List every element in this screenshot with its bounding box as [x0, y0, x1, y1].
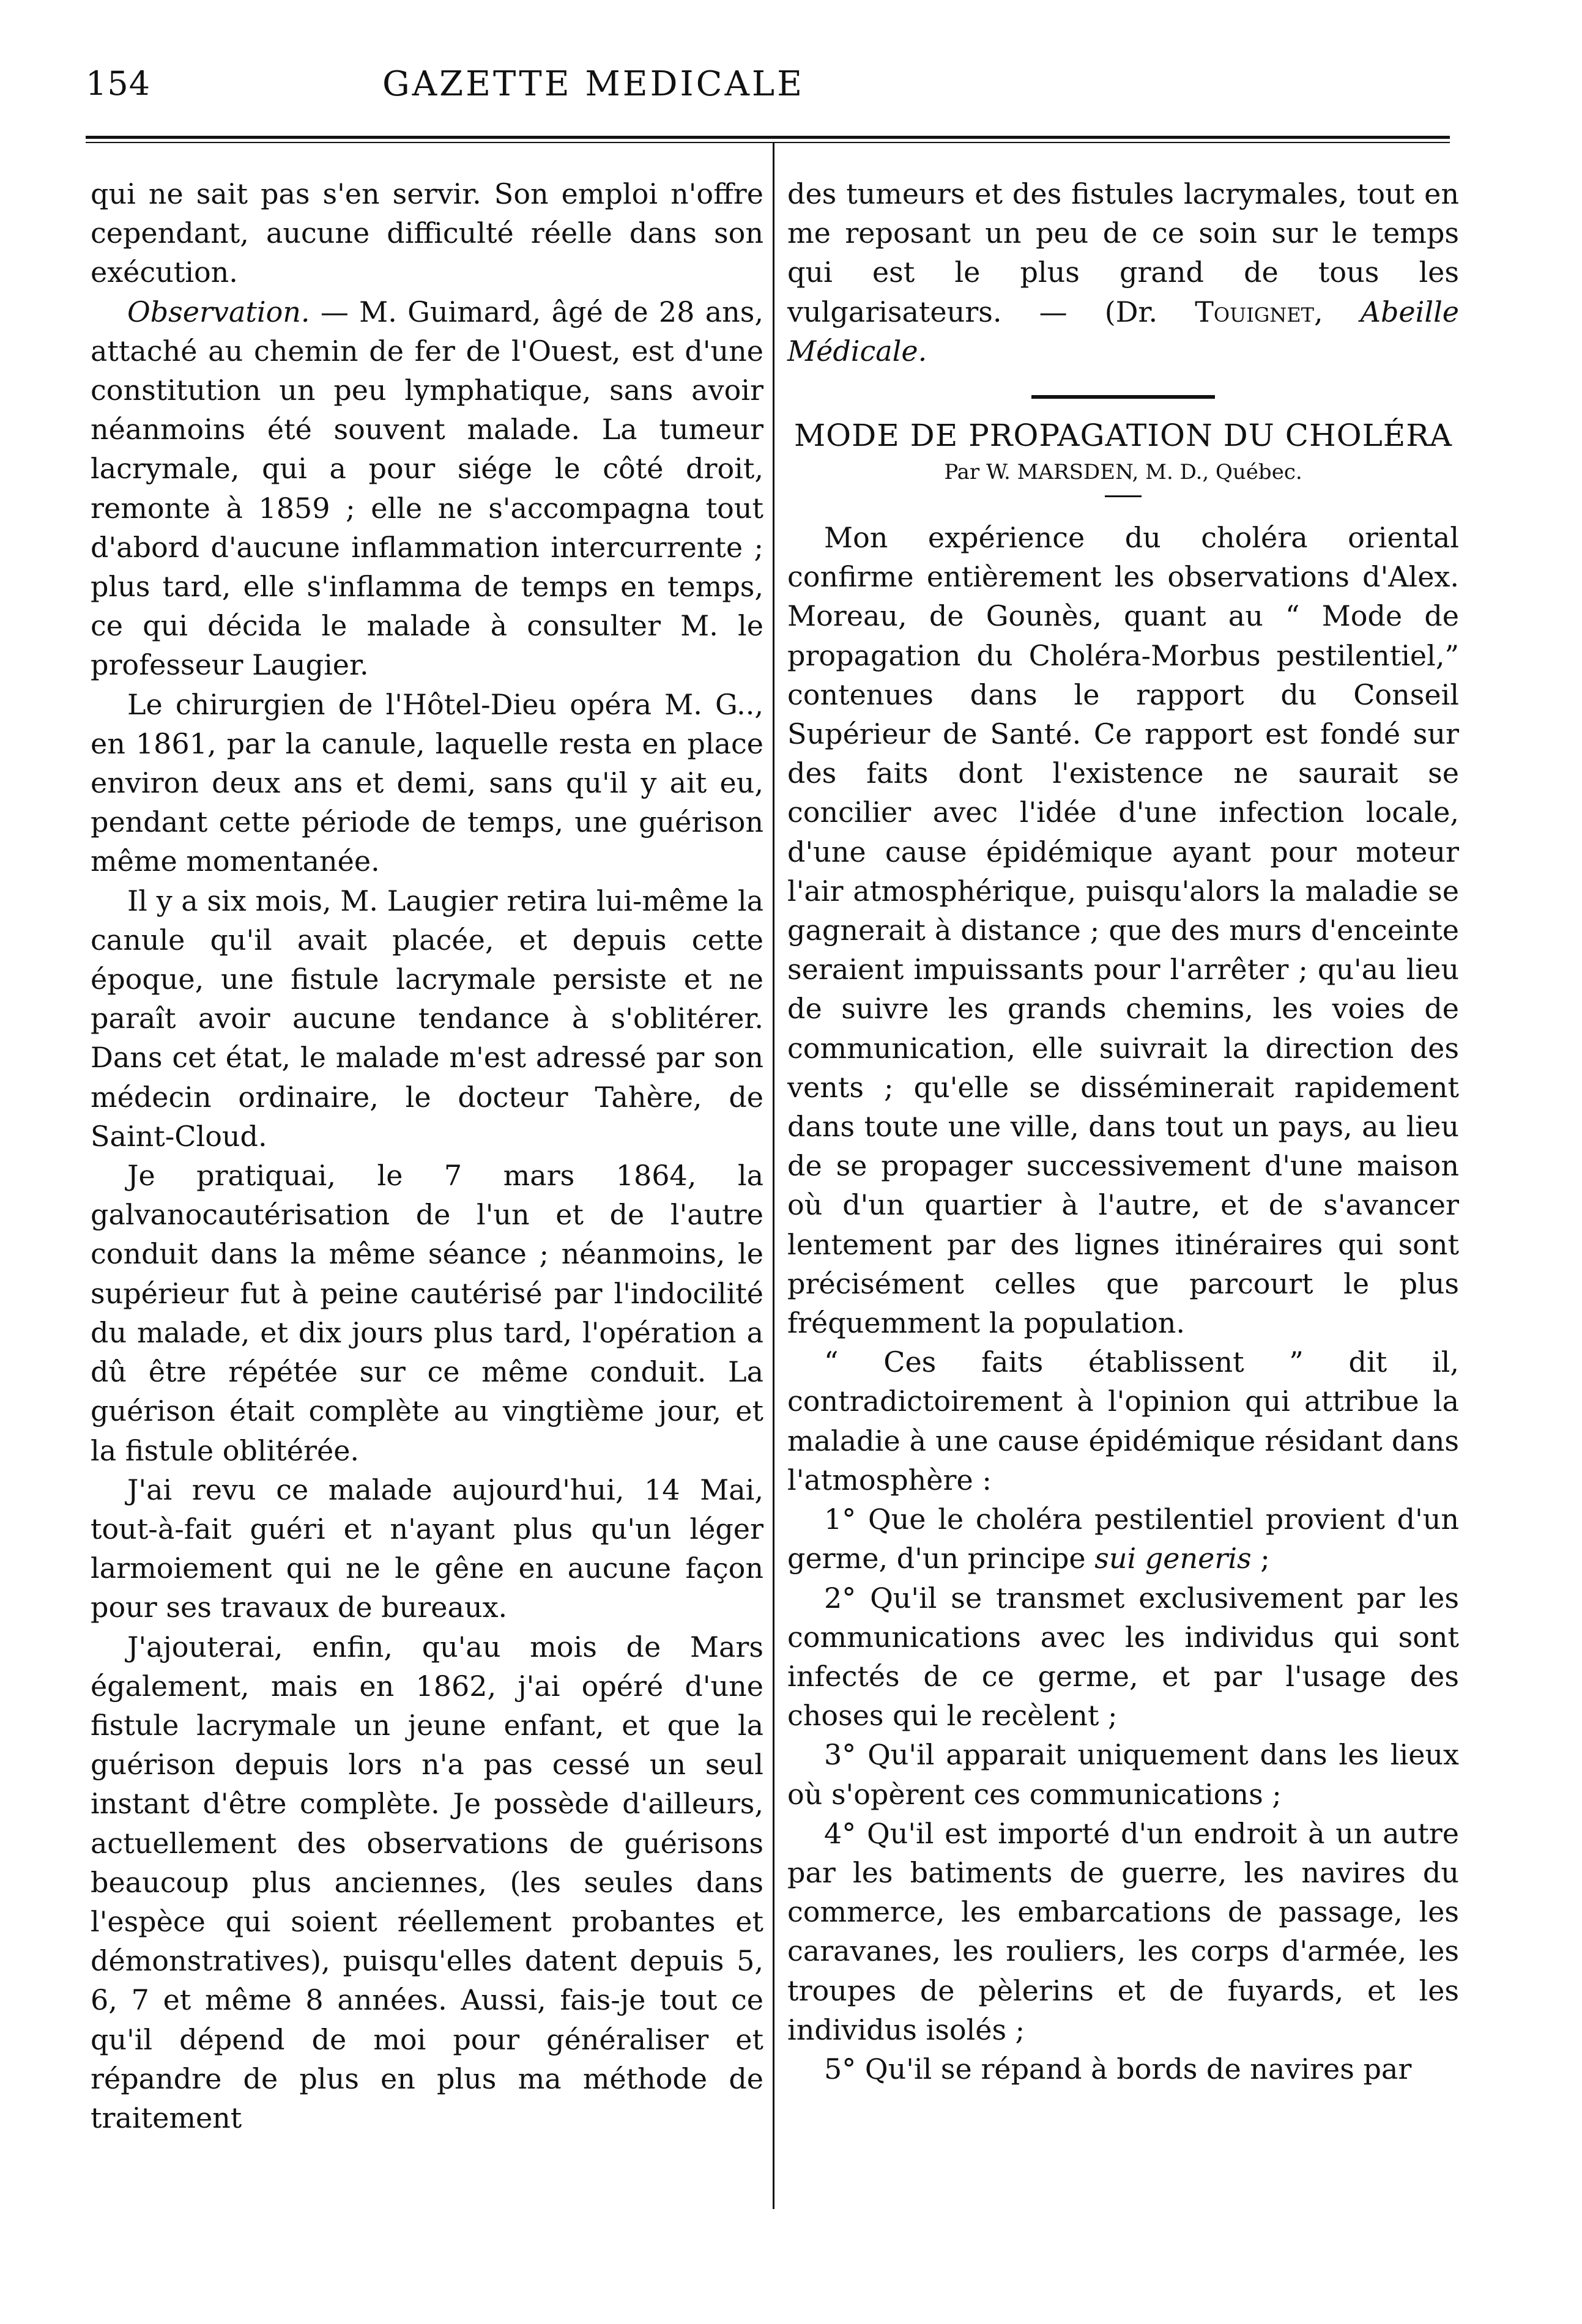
- latin-term: sui generis: [1094, 1542, 1252, 1575]
- list-item: [787, 1500, 1459, 1578]
- observation-text: — M. Guimard, âgé de 28 ans, attaché au chemin de fer de l'Ouest, est d'une constitution un peu lymphatique, sans avoir néanmoins été souvent malade. La tumeur lacrymale, qui a pour siége le côté droit, remonte à 1859 ; elle ne s'accompagna tout d'abord d'aucune inflammation intercurrente ; plus tard, elle s'inflamma de temps en temps, ce qui décida le malade à consulter M. le professeur Laugier.: [91, 295, 763, 682]
- source-name: Abeille Médicale.: [787, 295, 1460, 368]
- list-item-end: ;: [1251, 1542, 1270, 1575]
- author-name: Touignet: [1195, 295, 1315, 328]
- section-title: MODE DE PROPAGATION DU CHOLÉRA: [793, 418, 1453, 454]
- byline: Par W. MARSDEN, M. D., Québec.: [944, 460, 1302, 485]
- page-header: [86, 64, 1468, 119]
- byline-rule: [1105, 495, 1142, 497]
- paragraph: J'ajouterai, enfin, qu'au mois de Mars également, mais en 1862, j'ai opéré d'une fistule lacrymale un jeune enfant, et que la guérison depuis lors n'a pas cessé un seul instant d'être complète. Je possède d'ailleurs, actuellement des observations de guérisons beaucoup plus anciennes, (les seules dans l'espèce qui soient réellement probantes et démonstratives), puisqu'elles datent depuis 5, 6, 7 et même 8 années. Aussi, fais-je tout ce qu'il dépend de moi pour généraliser et répandre de plus en plus ma méthode de traitement: [91, 1630, 763, 2134]
- paragraph-continued: [787, 174, 1459, 371]
- list-item: 5° Qu'il se répand à bords de navires par: [824, 2052, 1412, 2085]
- header-rule-thin: [86, 142, 1450, 143]
- column-divider: [773, 142, 774, 2209]
- page-number: 154: [86, 64, 151, 103]
- separator: ,: [1314, 295, 1361, 328]
- left-column: [91, 174, 763, 2137]
- list-item: 3° Qu'il apparait uniquement dans les lieux où s'opèrent ces communications ;: [787, 1738, 1459, 1811]
- paragraph: Il y a six mois, M. Laugier retira lui-même la canule qu'il avait placée, et depuis cette époque, une fistule lacrymale persiste et ne paraît avoir aucune tendance à s'oblitérer. Dans cet état, le malade m'est adressé par son médecin ordinaire, le docteur Tahère, de Saint-Cloud.: [91, 884, 763, 1153]
- section-divider: [1031, 395, 1215, 399]
- paragraph: Mon expérience du choléra oriental confirme entièrement les observations d'Alex. Moreau, de Gounès, quant au “ Mode de propagation du Choléra-Morbus pestilentiel,” contenues dans le rapport du Conseil Supérieur de Santé. Ce rapport est fondé sur des faits dont l'existence ne saurait se concilier avec l'idée d'une infection locale, d'une cause épidémique ayant pour moteur l'air atmosphérique, puisqu'alors la maladie se gagnerait à distance ; que des murs d'enceinte seraient impuissants pour l'arrêter ; qu'au lieu de suivre les grands chemins, les voies de communication, elle suivrait la direction des vents ; qu'elle se disséminerait rapidement dans toute une ville, dans tout un pays, au lieu de se propager successivement d'une maison où d'un quartier à l'autre, et de s'avancer lentement par des lignes itinéraires qui sont précisément celles que parcourt le plus fréquemment la population.: [787, 521, 1459, 1340]
- paragraph: “ Ces faits établissent ” dit il, contradictoirement à l'opinion qui attribue la maladie à une cause épidémique résidant dans l'atmosphère :: [787, 1345, 1459, 1497]
- right-column: [787, 174, 1459, 2089]
- paragraph-text: des tumeurs et des fistules lacrymales, tout en me reposant un peu de ce soin sur le temps qui est le plus grand de tous les vulgarisateurs. — (Dr.: [787, 177, 1459, 328]
- header-rule: [86, 136, 1450, 139]
- list-item-text: 1° Que le choléra pestilentiel provient d'un germe, d'un principe: [787, 1503, 1459, 1575]
- observation-label: Observation.: [127, 295, 310, 328]
- paragraph: Le chirurgien de l'Hôtel-Dieu opéra M. G.., en 1861, par la canule, laquelle resta en place environ deux ans et demi, sans qu'il y ait eu, pendant cette période de temps, une guérison même momentanée.: [91, 687, 763, 878]
- running-title: GAZETTE MEDICALE: [382, 64, 804, 104]
- list-item: 4° Qu'il est importé d'un endroit à un autre par les batiments de guerre, les navires du commerce, les embarcations de passage, les caravanes, les rouliers, les corps d'armée, les troupes de pèlerins et de fuyards, et les individus isolés ;: [787, 1816, 1459, 2046]
- paragraph: Je pratiquai, le 7 mars 1864, la galvanocautérisation de l'un et de l'autre conduit dans la même séance ; néanmoins, le supérieur fut à peine cautérisé par l'indocilité du malade, et dix jours plus tard, l'opération a dû être répétée sur ce même conduit. La guérison était complète au vingtième jour, et la fistule oblitérée.: [91, 1159, 763, 1467]
- paragraph: J'ai revu ce malade aujourd'hui, 14 Mai, tout-à-fait guéri et n'ayant plus qu'un léger larmoiement qui ne le gêne en aucune façon pour ses travaux de bureaux.: [91, 1473, 763, 1624]
- observation-paragraph: [91, 292, 763, 685]
- list-item: 2° Qu'il se transmet exclusivement par les communications avec les individus qui sont infectés de ce germe, et par l'usage des choses qui le recèlent ;: [787, 1581, 1459, 1733]
- paragraph: qui ne sait pas s'en servir. Son emploi n'offre cependant, aucune difficulté réelle dans son exécution.: [91, 177, 763, 289]
